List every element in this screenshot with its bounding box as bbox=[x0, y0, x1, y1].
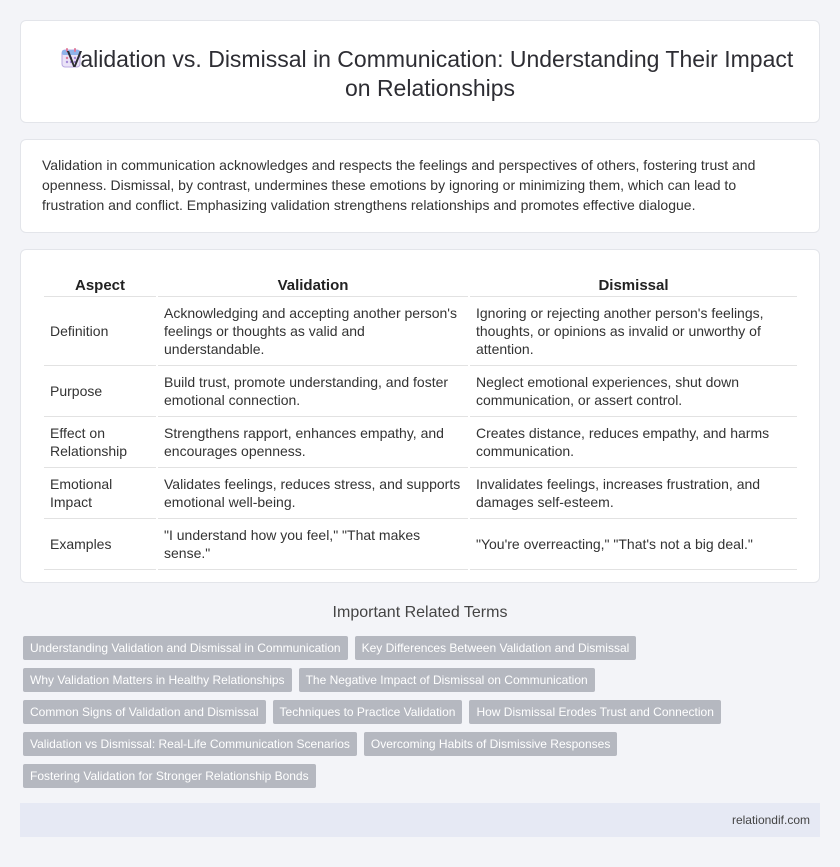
intro-text: Validation in communication acknowledges and respects the feelings and perspectives of others, fostering trust and openness. Dismissal, by contrast, undermines these emotions by ignoring or minimizing them, which can lead to frustration and conflict. Emphasizing validation strengthens relationships and promotes effective dialogue. bbox=[42, 157, 756, 213]
related-term-tag[interactable]: Understanding Validation and Dismissal in Communication bbox=[23, 636, 348, 660]
related-term-tag[interactable]: Techniques to Practice Validation bbox=[273, 700, 463, 724]
title-card bbox=[20, 20, 820, 123]
related-term-tag[interactable]: Why Validation Matters in Healthy Relationships bbox=[23, 668, 292, 692]
related-term-tag[interactable]: Fostering Validation for Stronger Relationship Bonds bbox=[23, 764, 316, 788]
page-title: Validation vs. Dismissal in Communication: Understanding Their Impact on Relationships bbox=[66, 46, 794, 101]
cell-validation: Validates feelings, reduces stress, and supports emotional well-being. bbox=[158, 468, 468, 519]
cell-dismissal: Creates distance, reduces empathy, and harms communication. bbox=[470, 417, 797, 468]
cell-dismissal: Ignoring or rejecting another person's feelings, thoughts, or opinions as invalid or unworthy of attention. bbox=[470, 297, 797, 366]
header-dismissal: Dismissal bbox=[470, 276, 797, 297]
intro-card bbox=[20, 139, 820, 233]
header-validation: Validation bbox=[158, 276, 468, 297]
cell-validation: Acknowledging and accepting another person's feelings or thoughts as valid and understandable. bbox=[158, 297, 468, 366]
cell-validation: Strengthens rapport, enhances empathy, and encourages openness. bbox=[158, 417, 468, 468]
cell-validation: "I understand how you feel," "That makes sense." bbox=[158, 519, 468, 570]
cell-aspect: Examples bbox=[44, 519, 156, 570]
footer bbox=[20, 803, 820, 837]
cell-validation: Build trust, promote understanding, and foster emotional connection. bbox=[158, 366, 468, 417]
cell-aspect: Emotional Impact bbox=[44, 468, 156, 519]
table-header-row bbox=[44, 276, 797, 297]
related-terms-list bbox=[23, 636, 723, 788]
related-term-tag[interactable]: Common Signs of Validation and Dismissal bbox=[23, 700, 266, 724]
cell-aspect: Effect on Relationship bbox=[44, 417, 156, 468]
table-row bbox=[44, 468, 797, 519]
cell-aspect: Definition bbox=[44, 297, 156, 366]
related-terms-title: Important Related Terms bbox=[332, 604, 508, 621]
comparison-table-card bbox=[20, 249, 820, 583]
related-term-tag[interactable]: The Negative Impact of Dismissal on Communication bbox=[299, 668, 595, 692]
table-row bbox=[44, 297, 797, 366]
related-term-tag[interactable]: Validation vs Dismissal: Real-Life Communication Scenarios bbox=[23, 732, 357, 756]
cell-aspect: Purpose bbox=[44, 366, 156, 417]
related-term-tag[interactable]: How Dismissal Erodes Trust and Connection bbox=[469, 700, 720, 724]
footer-site[interactable]: relationdif.com bbox=[731, 813, 810, 827]
table-row bbox=[44, 519, 797, 570]
title-wrap bbox=[61, 45, 799, 103]
header-aspect: Aspect bbox=[44, 276, 156, 297]
cell-dismissal: "You're overreacting," "That's not a big deal." bbox=[470, 519, 797, 570]
comparison-table bbox=[42, 276, 799, 570]
table-row bbox=[44, 366, 797, 417]
cell-dismissal: Neglect emotional experiences, shut down communication, or assert control. bbox=[470, 366, 797, 417]
table-row bbox=[44, 417, 797, 468]
related-term-tag[interactable]: Overcoming Habits of Dismissive Responses bbox=[364, 732, 617, 756]
cell-dismissal: Invalidates feelings, increases frustration, and damages self-esteem. bbox=[470, 468, 797, 519]
related-term-tag[interactable]: Key Differences Between Validation and Dismissal bbox=[355, 636, 637, 660]
